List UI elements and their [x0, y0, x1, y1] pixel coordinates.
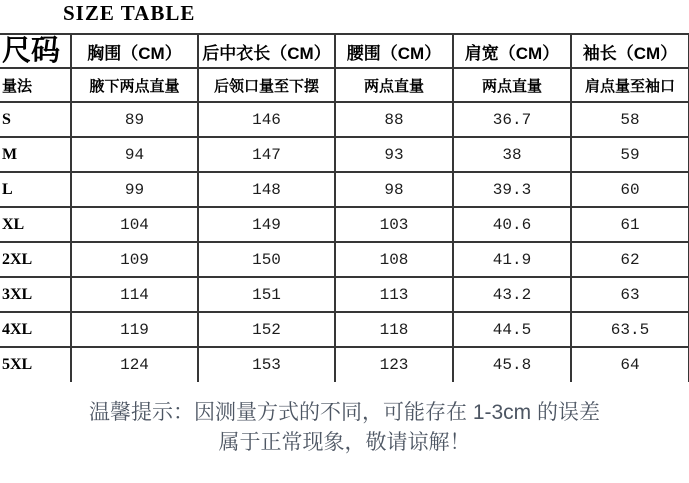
page-title: SIZE TABLE [63, 1, 196, 25]
shoulder-value: 40.6 [453, 207, 571, 242]
size-label: XL [0, 207, 71, 242]
back-length-value: 146 [198, 102, 335, 137]
header-row [0, 34, 689, 68]
sleeve-value: 63 [571, 277, 689, 312]
shoulder-value: 36.7 [453, 102, 571, 137]
shoulder-value: 39.3 [453, 172, 571, 207]
waist-value: 88 [335, 102, 453, 137]
method-sleeve: 肩点量至袖口 [571, 68, 689, 102]
table-row-5xl [0, 347, 689, 382]
table-row-xl [0, 207, 689, 242]
sleeve-value: 58 [571, 102, 689, 137]
method-chest: 腋下两点直量 [71, 68, 198, 102]
sleeve-value: 59 [571, 137, 689, 172]
chest-value: 114 [71, 277, 198, 312]
sleeve-value: 60 [571, 172, 689, 207]
waist-value: 123 [335, 347, 453, 382]
shoulder-value: 44.5 [453, 312, 571, 347]
table-row-s [0, 102, 689, 137]
chest-value: 99 [71, 172, 198, 207]
chest-value: 104 [71, 207, 198, 242]
waist-value: 108 [335, 242, 453, 277]
waist-value: 103 [335, 207, 453, 242]
size-label: S [0, 102, 71, 137]
col-header-waist: 腰围（CM） [335, 34, 453, 68]
col-header-shoulder: 肩宽（CM） [453, 34, 571, 68]
sleeve-value: 62 [571, 242, 689, 277]
col-header-chest: 胸围（CM） [71, 34, 198, 68]
col-header-sleeve: 袖长（CM） [571, 34, 689, 68]
table-row-4xl [0, 312, 689, 347]
method-shoulder: 两点直量 [453, 68, 571, 102]
method-label: 量法 [0, 68, 71, 102]
col-header-size: 尺码 [0, 34, 71, 68]
table-row-l [0, 172, 689, 207]
table-row-2xl [0, 242, 689, 277]
sleeve-value: 64 [571, 347, 689, 382]
waist-value: 113 [335, 277, 453, 312]
back-length-value: 150 [198, 242, 335, 277]
col-header-back-length: 后中衣长（CM） [198, 34, 335, 68]
shoulder-value: 43.2 [453, 277, 571, 312]
back-length-value: 147 [198, 137, 335, 172]
back-length-value: 151 [198, 277, 335, 312]
back-length-value: 152 [198, 312, 335, 347]
size-label: 2XL [0, 242, 71, 277]
chest-value: 89 [71, 102, 198, 137]
size-label: M [0, 137, 71, 172]
size-label: 5XL [0, 347, 71, 382]
disclaimer-line-1: 温馨提示：因测量方式的不同，可能存在 1-3cm 的误差 [88, 401, 600, 424]
chest-value: 119 [71, 312, 198, 347]
sleeve-value: 63.5 [571, 312, 689, 347]
waist-value: 93 [335, 137, 453, 172]
shoulder-value: 38 [453, 137, 571, 172]
size-table [0, 33, 689, 382]
back-length-value: 149 [198, 207, 335, 242]
disclaimer-line-2: 属于正常现象，敬请谅解！ [218, 431, 471, 454]
sleeve-value: 61 [571, 207, 689, 242]
chest-value: 109 [71, 242, 198, 277]
back-length-value: 148 [198, 172, 335, 207]
table-row-3xl [0, 277, 689, 312]
shoulder-value: 41.9 [453, 242, 571, 277]
chest-value: 94 [71, 137, 198, 172]
back-length-value: 153 [198, 347, 335, 382]
method-waist: 两点直量 [335, 68, 453, 102]
shoulder-value: 45.8 [453, 347, 571, 382]
size-label: 3XL [0, 277, 71, 312]
measurement-disclaimer [0, 398, 689, 458]
method-back-length: 后领口量至下摆 [198, 68, 335, 102]
measure-method-row [0, 68, 689, 102]
waist-value: 98 [335, 172, 453, 207]
waist-value: 118 [335, 312, 453, 347]
size-label: L [0, 172, 71, 207]
size-label: 4XL [0, 312, 71, 347]
table-row-m [0, 137, 689, 172]
chest-value: 124 [71, 347, 198, 382]
